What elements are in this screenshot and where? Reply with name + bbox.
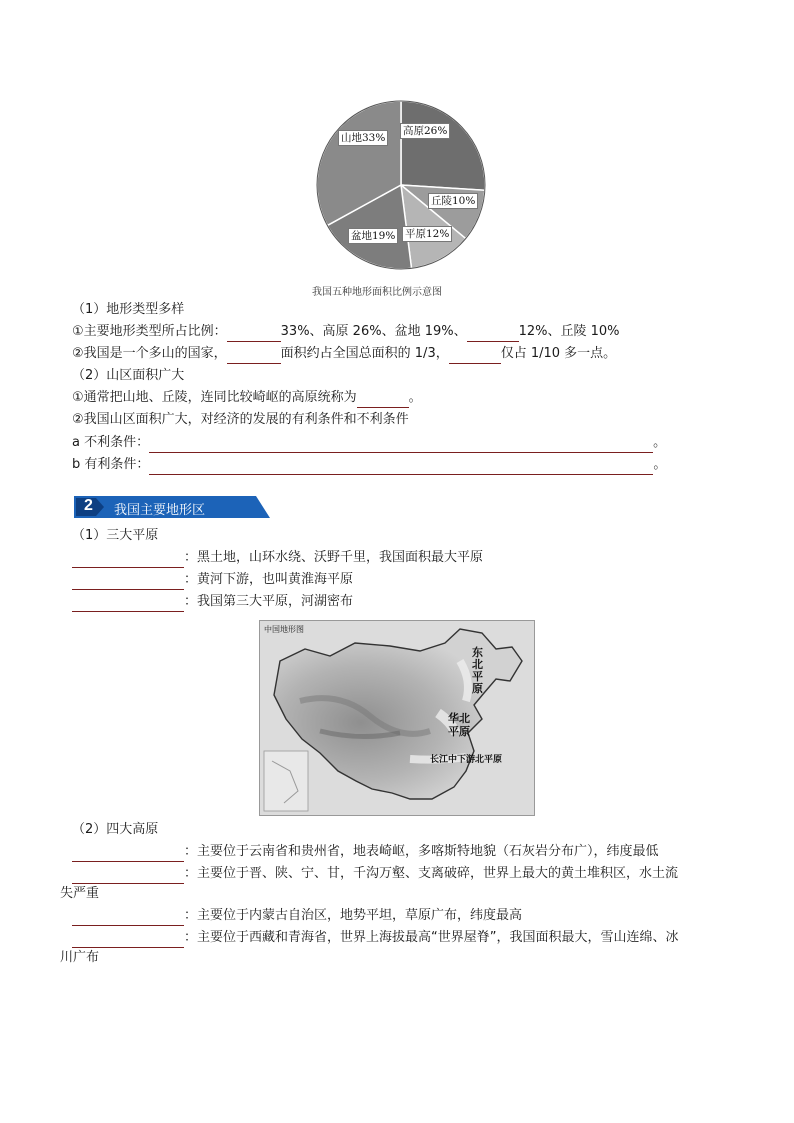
- plateau-item-4-cont: 川广布: [60, 950, 100, 965]
- blank-plateau-4[interactable]: [72, 932, 184, 948]
- map-title: 中国地形图: [264, 625, 304, 634]
- blank-5[interactable]: [357, 392, 409, 408]
- line-favorable: b 有利条件： 。: [72, 455, 666, 475]
- blank-plain-1[interactable]: [72, 552, 184, 568]
- pie-chart: [316, 100, 486, 270]
- blank-3[interactable]: [227, 348, 281, 364]
- pie-label-hills: 丘陵10%: [428, 193, 478, 209]
- blank-plain-2[interactable]: [72, 574, 184, 590]
- pie-label-plain: 平原12%: [402, 226, 452, 242]
- blank-favorable[interactable]: [149, 459, 653, 475]
- blank-unfavorable[interactable]: [149, 437, 653, 453]
- blank-2[interactable]: [467, 326, 519, 342]
- map-drawing: [260, 621, 534, 815]
- heading-plains: （1）三大平原: [72, 528, 159, 543]
- blank-plateau-2[interactable]: [72, 868, 184, 884]
- plateau-item-3: ：主要位于内蒙古自治区，地势平坦，草原广布，纬度最高: [72, 906, 522, 926]
- pie-slice-高原: [401, 101, 485, 190]
- plain-item-1: ：黑土地，山环水绕、沃野千里，我国面积最大平原: [72, 548, 483, 568]
- plateau-item-1: ：主要位于云南省和贵州省，地表崎岖，多喀斯特地貌（石灰岩分布广），纬度最低: [72, 842, 659, 862]
- china-terrain-map: [259, 620, 535, 816]
- pie-caption: 我国五种地形面积比例示意图: [312, 287, 442, 298]
- plateau-item-2-cont: 失严重: [60, 886, 100, 901]
- heading-plateaus: （2）四大高原: [72, 822, 159, 837]
- plateau-item-2: ：主要位于晋、陕、宁、甘，千沟万壑、支离破碎，世界上最大的黄土堆积区，水土流: [72, 864, 678, 884]
- pie-label-basin: 盆地19%: [348, 228, 398, 244]
- blank-plateau-1[interactable]: [72, 846, 184, 862]
- blank-plateau-3[interactable]: [72, 910, 184, 926]
- blank-plain-3[interactable]: [72, 596, 184, 612]
- line-mountain-area-term: ①通常把山地、丘陵，连同比较崎岖的高原统称为 。: [72, 388, 422, 408]
- map-label-north-china-plain: 华北平原: [448, 713, 470, 738]
- heading-landform-types: （1）地形类型多样: [72, 302, 185, 317]
- section-number: 2: [84, 497, 93, 514]
- blank-4[interactable]: [449, 348, 501, 364]
- line-landform-proportions: ①主要地形类型所占比例： 33%、高原 26%、盆地 19%、 12%、丘陵 10%: [72, 322, 620, 342]
- map-label-yangtze-plain: 长江中下游北平原: [430, 754, 503, 764]
- plateau-item-4: ：主要位于西藏和青海省，世界上海拔最高“世界屋脊”，我国面积最大，雪山连绵、冰: [72, 928, 678, 948]
- plain-item-2: ：黄河下游，也叫黄淮海平原: [72, 570, 353, 590]
- pie-label-plateau: 高原26%: [400, 123, 450, 139]
- section-title: 我国主要地形区: [114, 503, 206, 518]
- line-mountainous-country: ②我国是一个多山的国家， 面积约占全国总面积的 1/3， 仅占 1/10 多一点。: [72, 344, 616, 364]
- blank-1[interactable]: [227, 326, 281, 342]
- plain-item-3: ：我国第三大平原，河湖密布: [72, 592, 353, 612]
- pie-label-mountain: 山地33%: [338, 130, 388, 146]
- section-header: [74, 496, 270, 518]
- heading-mountain-area: （2）山区面积广大: [72, 368, 185, 383]
- line-conditions-intro: ②我国山区面积广大，对经济的发展的有利条件和不利条件: [72, 412, 409, 427]
- map-label-northeast-plain: 东北平原: [472, 647, 483, 695]
- line-unfavorable: a 不利条件： 。: [72, 433, 666, 453]
